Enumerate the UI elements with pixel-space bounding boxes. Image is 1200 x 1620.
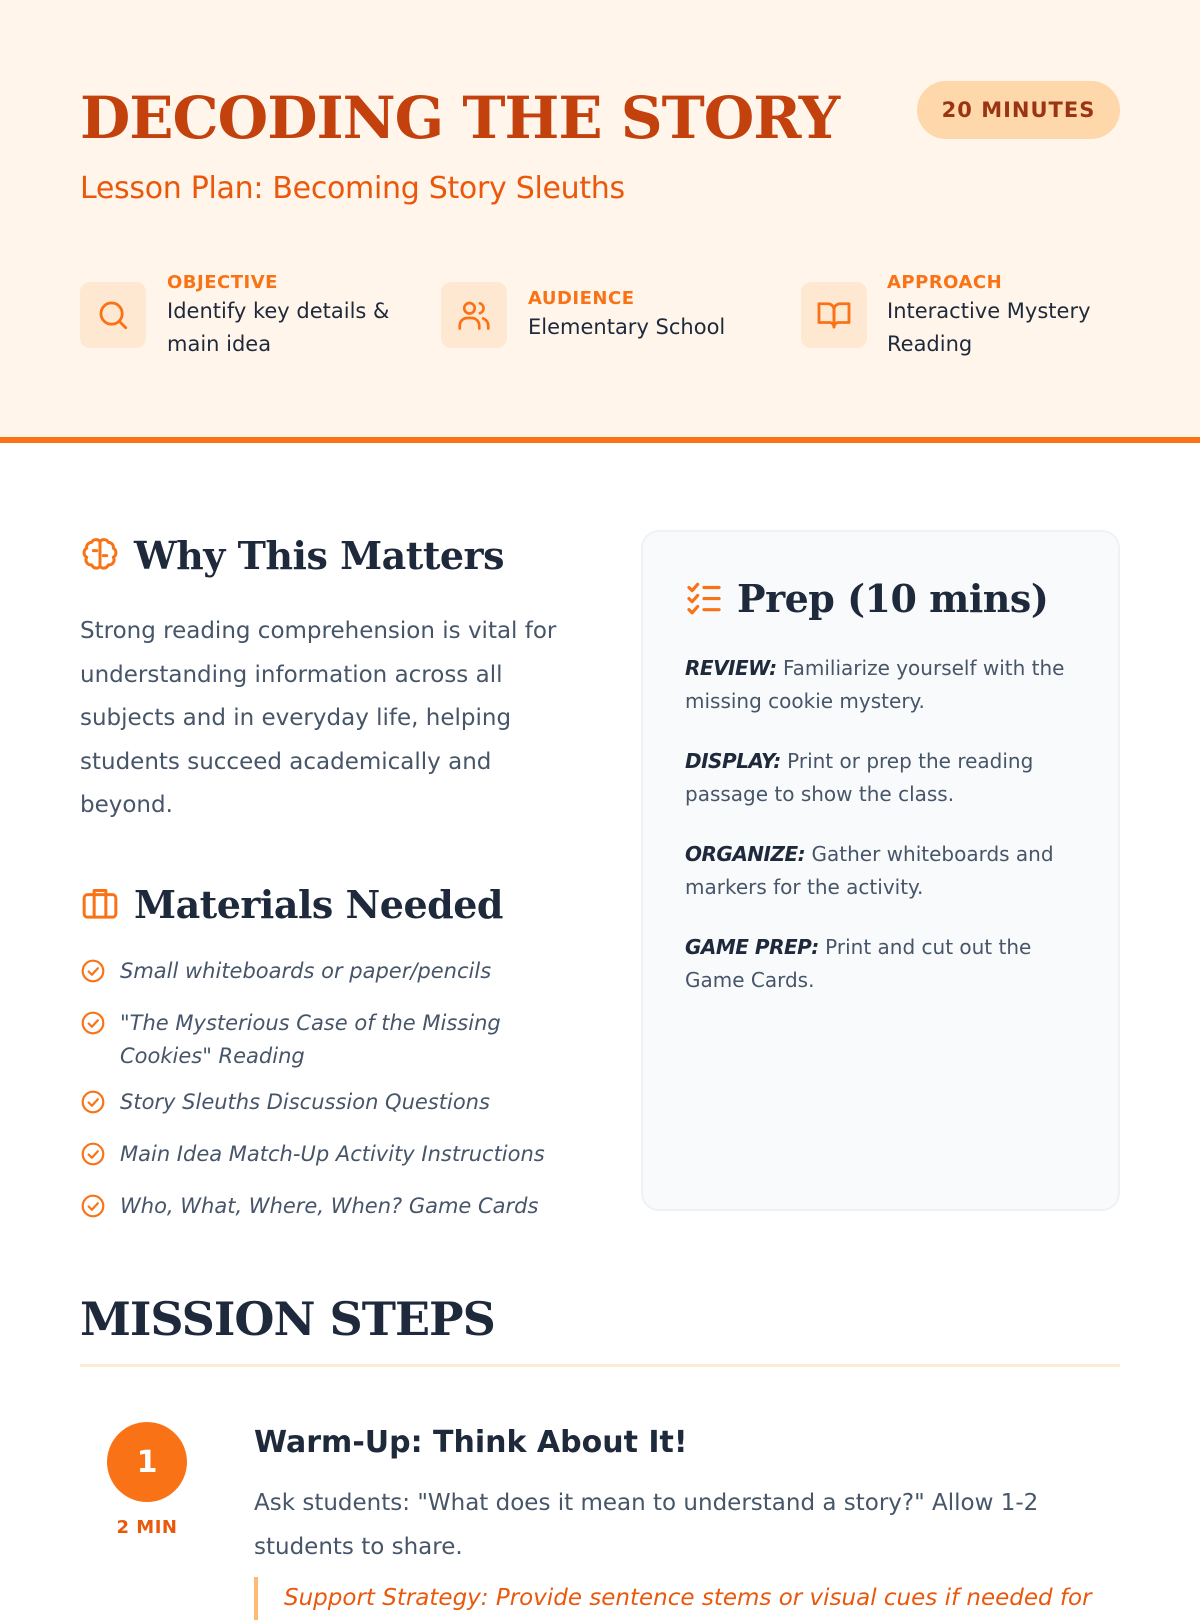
prep-heading <box>685 576 1048 621</box>
materials-heading <box>80 882 503 927</box>
prep-title: Prep (10 mins) <box>737 576 1049 621</box>
prep-item <box>685 745 1095 811</box>
material-text: Small whiteboards or paper/pencils <box>120 959 492 983</box>
why-paragraph: Strong reading comprehension is vital for understanding information across all subjects and in everyday life, helping students succeed academically and beyond. <box>80 618 557 818</box>
audience-value: Elementary School <box>528 315 726 339</box>
prep-item <box>685 931 1095 997</box>
prep-item-text: Familiarize yourself with the missing cookie mystery. <box>685 656 1065 713</box>
audience-label: AUDIENCE <box>528 288 635 309</box>
book-open-icon <box>801 282 867 348</box>
approach-label: APPROACH <box>887 272 1003 293</box>
page-title: DECODING THE STORY <box>80 84 840 152</box>
prep-item-text: Print and cut out the Game Cards. <box>685 935 1032 992</box>
list-item <box>80 955 580 994</box>
search-icon <box>80 282 146 348</box>
check-circle-icon <box>80 958 106 994</box>
list-item <box>80 1086 580 1125</box>
duration-badge: 20 MINUTES <box>917 81 1120 139</box>
mission-steps-title: MISSION STEPS <box>80 1292 495 1346</box>
materials-list <box>80 955 580 1242</box>
users-icon <box>441 282 507 348</box>
check-circle-icon <box>80 1141 106 1177</box>
why-heading <box>80 533 504 578</box>
step-title: Warm-Up: Think About It! <box>254 1425 688 1460</box>
checklist-icon <box>685 578 723 620</box>
material-text: Story Sleuths Discussion Questions <box>120 1090 490 1114</box>
objective-label: OBJECTIVE <box>167 272 278 293</box>
approach-value: Interactive Mystery Reading <box>887 299 1091 356</box>
prep-item <box>685 652 1095 718</box>
prep-item <box>685 838 1095 904</box>
prep-item-text: Print or prep the reading passage to show the class. <box>685 749 1034 806</box>
step-duration: 2 MIN <box>116 1517 178 1538</box>
support-strategy-note: Support Strategy: Provide sentence stems or visual cues if needed for <box>254 1577 1120 1620</box>
step-number-badge: 1 <box>107 1422 187 1502</box>
prep-item-key: GAME PREP: <box>685 935 819 959</box>
prep-item-key: DISPLAY: <box>685 749 781 773</box>
prep-list <box>685 652 1095 1024</box>
prep-card <box>641 530 1120 1211</box>
step-description: Ask students: "What does it mean to understand a story?" Allow 1-2 students to share. <box>254 1490 1039 1560</box>
material-text: "The Mysterious Case of the Missing Cookies" Reading <box>120 1011 501 1068</box>
briefcase-icon <box>80 883 120 927</box>
prep-item-key: ORGANIZE: <box>685 842 806 866</box>
materials-title: Materials Needed <box>134 882 503 927</box>
prep-item-text: Gather whiteboards and markers for the activity. <box>685 842 1054 899</box>
prep-item-key: REVIEW: <box>685 656 777 680</box>
brain-icon <box>80 534 120 578</box>
objective-value: Identify key details & main idea <box>167 299 390 356</box>
list-item <box>80 1007 580 1073</box>
material-text: Main Idea Match-Up Activity Instructions <box>120 1142 545 1166</box>
check-circle-icon <box>80 1089 106 1125</box>
check-circle-icon <box>80 1193 106 1229</box>
list-item <box>80 1190 580 1229</box>
page-subtitle: Lesson Plan: Becoming Story Sleuths <box>80 171 625 206</box>
lesson-header <box>0 0 1200 443</box>
divider <box>80 1364 1120 1367</box>
why-title: Why This Matters <box>134 533 504 578</box>
check-circle-icon <box>80 1010 106 1046</box>
list-item <box>80 1138 580 1177</box>
material-text: Who, What, Where, When? Game Cards <box>120 1194 539 1218</box>
